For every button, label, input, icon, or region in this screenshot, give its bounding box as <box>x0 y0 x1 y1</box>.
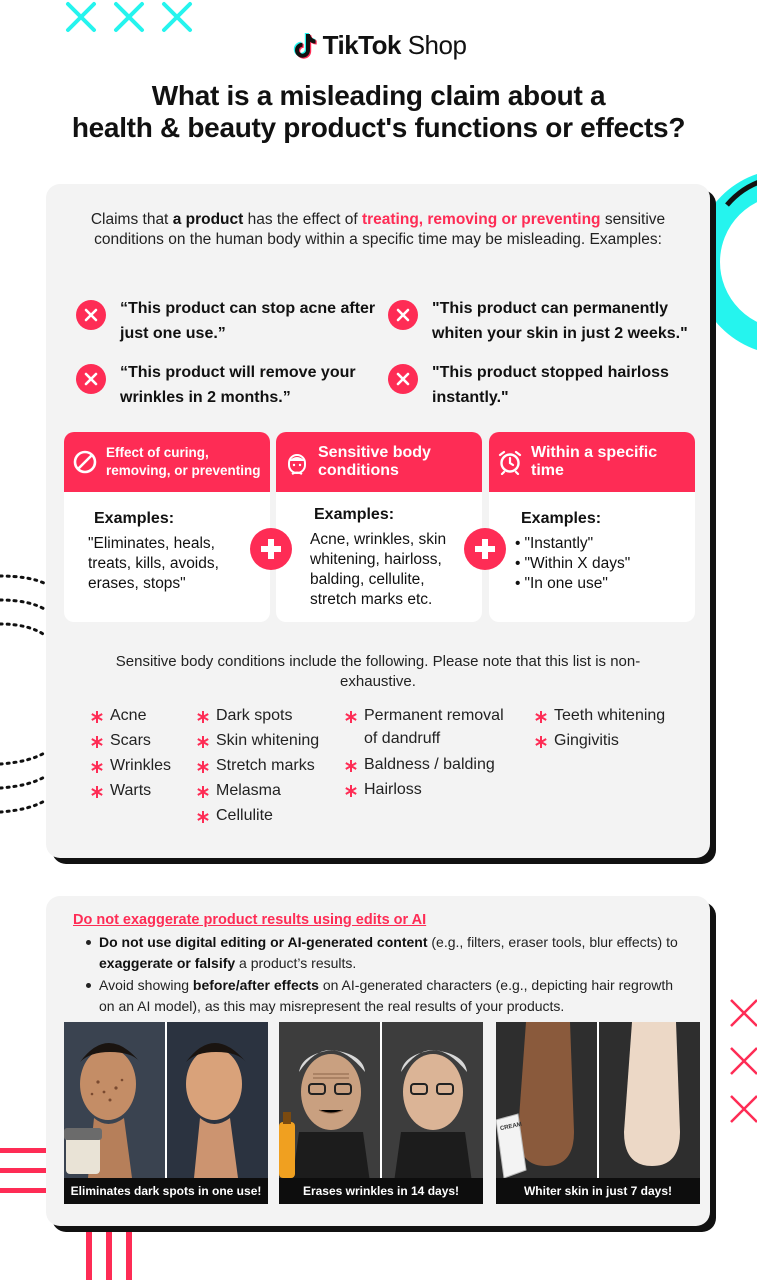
x-circle-icon <box>388 300 418 330</box>
face-icon <box>284 449 310 475</box>
condition-item: Melasma <box>196 781 319 801</box>
conditions-column <box>196 706 319 831</box>
x-circle-icon <box>388 364 418 394</box>
guideline-item: Do not use digital editing or AI-generated content (e.g., filters, eraser tools, blur effects) to exaggerate or falsify a product’s results. <box>82 932 682 974</box>
asterisk-icon <box>196 735 210 749</box>
brand-header <box>0 30 757 61</box>
stripe-decoration <box>86 1226 136 1280</box>
condition-item: Dark spots <box>196 706 319 726</box>
intro-text: Claims that a product has the effect of treating, removing or preventing sensitive conditions on the human body within a specific time may be misleading. Examples: <box>90 211 666 248</box>
pillar-header: Effect of curing, removing, or preventing <box>64 432 270 492</box>
product-label: CREAM <box>499 1121 523 1133</box>
example-image-dark-spots <box>64 1022 268 1204</box>
claim-example: "This product stopped hairloss instantly." <box>388 360 688 410</box>
condition-item: Wrinkles <box>90 756 171 776</box>
condition-item: Permanent removal of dandruff <box>344 706 514 750</box>
example-caption: Whiter skin in just 7 days! <box>496 1178 700 1204</box>
page-title: What is a misleading claim about a health & beauty product's functions or effects? <box>71 80 686 143</box>
edits-ai-card <box>46 896 710 1226</box>
dotted-arc-decoration <box>0 570 50 650</box>
example-image-wrinkles <box>279 1022 483 1204</box>
condition-item: Hairloss <box>344 780 514 800</box>
guideline-item: Avoid showing before/after effects on AI-generated characters (e.g., depicting hair regrowth on an AI model), as this may misrepresent the real results of your products. <box>82 975 682 1017</box>
condition-item: Scars <box>90 731 171 751</box>
asterisk-icon <box>196 710 210 724</box>
conditions-column <box>534 706 665 756</box>
dotted-arc-decoration <box>0 748 50 820</box>
edits-heading: Do not exaggerate product results using edits or AI <box>73 912 427 928</box>
pillar-effect: Effect of curing, removing, or preventing Examples: "Eliminates, heals, treats, kills, avoids, erases, stops" <box>64 432 270 622</box>
asterisk-icon <box>534 735 548 749</box>
claim-example: "This product can permanently whiten your skin in just 2 weeks." <box>388 296 688 346</box>
x-circle-icon <box>76 364 106 394</box>
stripe-decoration <box>0 1148 46 1196</box>
cross-pattern-decoration <box>64 0 194 34</box>
before-after-divider <box>597 1022 599 1178</box>
tiktok-note-icon <box>291 32 317 60</box>
before-after-divider <box>165 1022 167 1178</box>
conditions-column <box>90 706 171 806</box>
pillar-header: Sensitive body conditions <box>276 432 482 492</box>
cross-pattern-decoration <box>727 996 757 1131</box>
plus-icon <box>464 528 506 570</box>
asterisk-icon <box>344 784 358 798</box>
condition-item: Warts <box>90 781 171 801</box>
before-after-divider <box>380 1022 382 1178</box>
asterisk-icon <box>534 710 548 724</box>
edits-guideline-list <box>82 932 682 1018</box>
claim-example: “This product will remove your wrinkles in 2 months.” <box>76 360 376 410</box>
asterisk-icon <box>196 810 210 824</box>
time-examples-list: • "Instantly" • "Within X days" • "In one use" <box>515 534 675 594</box>
condition-item: Skin whitening <box>196 731 319 751</box>
condition-item: Stretch marks <box>196 756 319 776</box>
alarm-clock-icon <box>497 449 523 475</box>
conditions-column <box>344 706 514 805</box>
prohibited-icon <box>72 449 98 475</box>
asterisk-icon <box>90 710 104 724</box>
pillar-header: Within a specific time <box>489 432 695 492</box>
plus-icon <box>250 528 292 570</box>
pillar-specific-time: Within a specific time Examples: • "Instantly" • "Within X days" • "In one use" <box>489 432 695 622</box>
condition-item: Acne <box>90 706 171 726</box>
asterisk-icon <box>344 759 358 773</box>
asterisk-icon <box>196 760 210 774</box>
claim-example: “This product can stop acne after just one use.” <box>76 296 376 346</box>
asterisk-icon <box>90 735 104 749</box>
example-caption: Eliminates dark spots in one use! <box>64 1178 268 1204</box>
asterisk-icon <box>196 785 210 799</box>
condition-item: Gingivitis <box>534 731 665 751</box>
asterisk-icon <box>344 710 358 724</box>
misleading-claims-card <box>46 184 710 858</box>
x-circle-icon <box>76 300 106 330</box>
brand-wordmark: TikTok Shop <box>322 30 467 60</box>
asterisk-icon <box>90 760 104 774</box>
condition-item: Cellulite <box>196 806 319 826</box>
condition-item: Baldness / balding <box>344 755 514 775</box>
example-caption: Erases wrinkles in 14 days! <box>279 1178 483 1204</box>
conditions-intro: Sensitive body conditions include the following. Please note that this list is non-exhaustive. <box>115 653 641 690</box>
asterisk-icon <box>90 785 104 799</box>
pillar-body-conditions: Sensitive body conditions Examples: Acne, wrinkles, skin whitening, hairloss, balding, cellulite, stretch marks etc. <box>276 432 482 622</box>
condition-item: Teeth whitening <box>534 706 665 726</box>
example-image-whiter-skin <box>496 1022 700 1204</box>
